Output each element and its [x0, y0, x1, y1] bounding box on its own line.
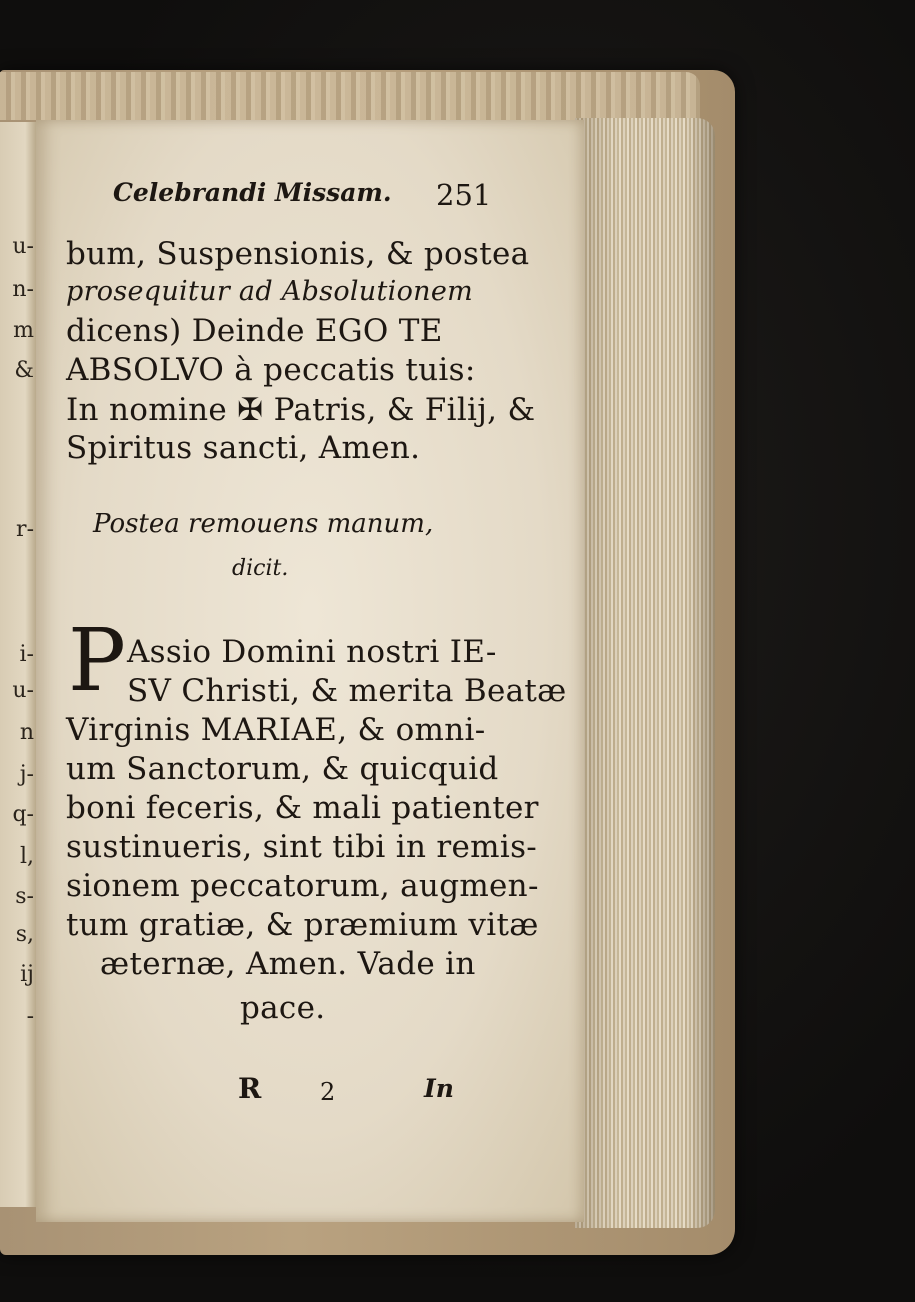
page-number: 251 [436, 178, 492, 212]
prayer-line: æternæ, Amen. Vade in [100, 946, 476, 982]
drop-cap: P [68, 611, 126, 711]
running-head: Celebrandi Missam. [113, 178, 392, 207]
left-page-stub: - [26, 1004, 34, 1029]
prayer-line: boni feceris, & mali patienter [66, 790, 539, 826]
text-line: ABSOLVO à peccatis tuis: [66, 352, 476, 388]
prayer-line: Virginis MARIAE, & omni- [66, 712, 486, 748]
left-page-stub: l, [19, 844, 34, 869]
signature-number: 2 [320, 1078, 336, 1106]
left-page-stub: j- [19, 762, 34, 787]
prayer-line: pace. [240, 990, 326, 1026]
catchword: In [424, 1074, 454, 1103]
left-page-stub: m [13, 318, 34, 343]
rubric-line: Postea remouens manum, [93, 509, 434, 539]
left-page-stub: s, [15, 922, 34, 947]
text-line: prosequitur ad Absolutionem [66, 276, 474, 307]
left-page-stub: i- [19, 642, 34, 667]
text-line: dicens) Deinde EGO TE [66, 313, 443, 349]
left-page-stub: u- [12, 678, 34, 703]
left-page-stub: u- [12, 234, 34, 259]
prayer-line: Assio Domini nostri IE- [127, 634, 497, 670]
text-line: bum, Suspensionis, & postea [66, 236, 530, 272]
prayer-line: SV Christi, & merita Beatæ [127, 673, 567, 709]
text-line: Spiritus sancti, Amen. [66, 430, 421, 466]
prayer-line: um Sanctorum, & quicquid [66, 751, 499, 787]
left-page-stub: n [19, 720, 34, 745]
left-page-sliver [0, 122, 36, 1207]
prayer-line: sustinueris, sint tibi in remis- [66, 829, 538, 865]
left-page-stub: q- [12, 802, 34, 827]
signature-mark: R [238, 1072, 262, 1105]
left-page-stub: & [14, 358, 34, 383]
book-headband [0, 72, 700, 120]
fore-edge-shadow [575, 118, 715, 1228]
left-page-stub: n- [12, 277, 34, 302]
left-page-stub: s- [15, 884, 34, 909]
rubric-line: dicit. [232, 556, 289, 581]
prayer-line: sionem peccatorum, augmen- [66, 868, 539, 904]
text-line: In nomine ✠ Patris, & Filij, & [66, 392, 536, 428]
left-page-stub: r- [16, 517, 34, 542]
left-page-stub: ij [20, 962, 34, 987]
prayer-line: tum gratiæ, & præmium vitæ [66, 907, 539, 943]
